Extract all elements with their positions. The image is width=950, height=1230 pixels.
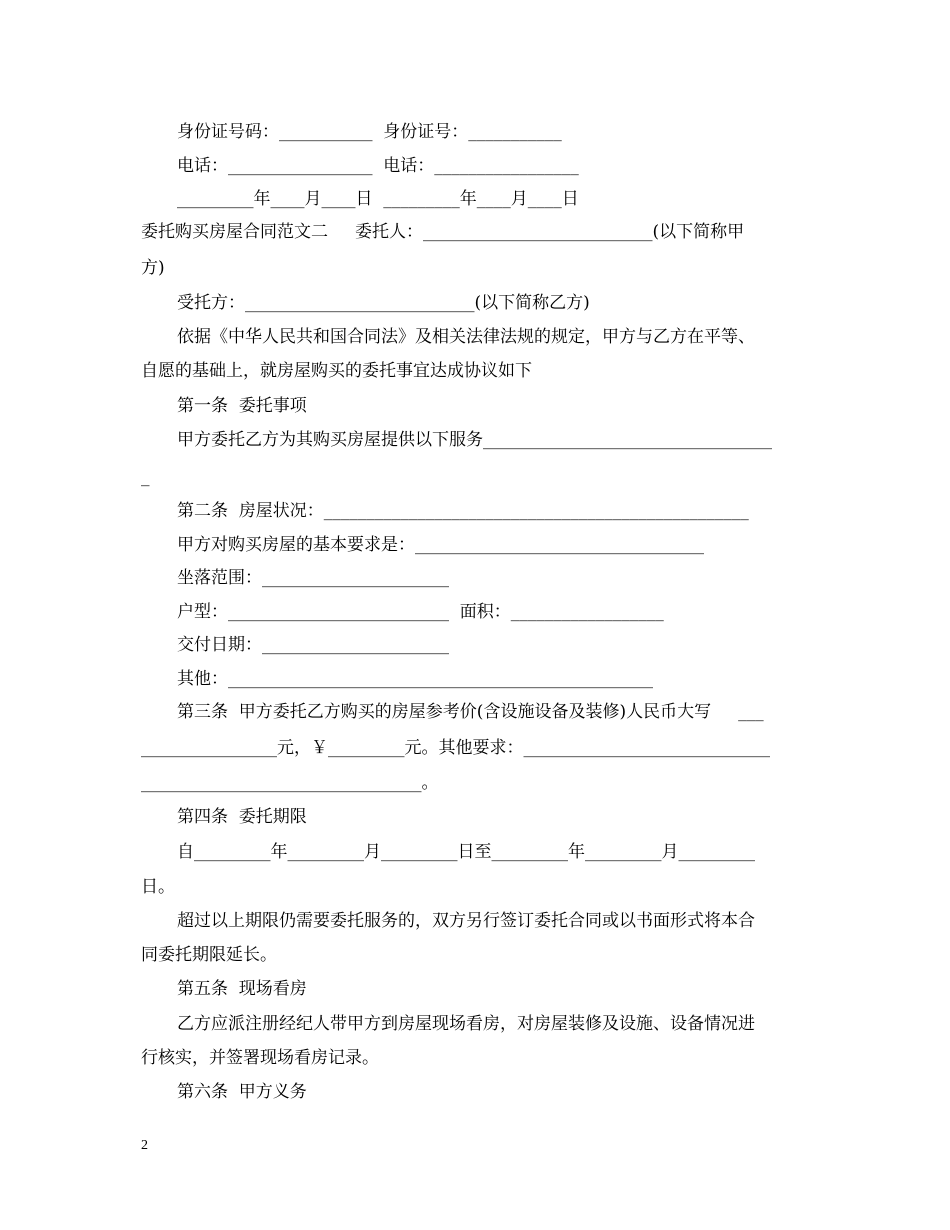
viewing-line-1: 乙方应派注册经纪人带甲方到房屋现场看房，对房屋装修及设施、设备情况进 [177, 1014, 755, 1034]
extension-line-2: 同委托期限延长。 [141, 945, 277, 965]
article-6-heading: 第六条 甲方义务 [177, 1082, 307, 1102]
trustee-line: 受托方：___________________________(以下简称乙方) [177, 293, 590, 313]
basic-requirements-line: 甲方对购买房屋的基本要求是：__________________________________ [177, 535, 704, 555]
preamble-line-2: 自愿的基础上，就房屋购买的委托事宜达成协议如下 [141, 361, 532, 381]
extension-line-1: 超过以上期限仍需要委托服务的，双方另行签订委托合同或以书面形式将本合 [177, 911, 755, 931]
article-3-text: 第三条 甲方委托乙方购买的房屋参考价(含设施设备及装修)人民币大写 ___ [177, 702, 764, 722]
article-1-text: 甲方委托乙方为其购买房屋提供以下服务__________________________________ [177, 430, 772, 450]
viewing-line-2: 行核实，并签署现场看房记录。 [141, 1048, 379, 1068]
article-1-text-cont: _ [141, 467, 150, 487]
other-line: 其他：__________________________________________________ [177, 669, 653, 689]
term-line-cont: 日。 [141, 877, 175, 897]
id-number-line: 身份证号码：___________ 身份证号：___________ [177, 122, 562, 142]
term-line: 自_________年_________月_________日至_________年_________月_________ [177, 842, 755, 862]
article-5-heading: 第五条 现场看房 [177, 979, 307, 999]
date-line: _________年____月____日 _________年____月____日 [177, 189, 579, 209]
article-1-heading: 第一条 委托事项 [177, 396, 307, 416]
article-3-price-line: ________________元，￥_________元。其他要求：_____________________________ [141, 738, 770, 758]
contract-title-line: 委托购买房屋合同范文二 委托人：___________________________(以下简称甲 [141, 222, 745, 242]
location-line: 坐落范围：______________________ [177, 568, 449, 588]
preamble-line-1: 依据《中华人民共和国合同法》及相关法律法规的规定，甲方与乙方在平等、 [177, 327, 755, 347]
article-3-cont: _________________________________。 [141, 773, 439, 793]
page-number: 2 [141, 1138, 148, 1153]
delivery-date-line: 交付日期：______________________ [177, 635, 449, 655]
article-4-heading: 第四条 委托期限 [177, 807, 307, 827]
phone-line: 电话：_________________ 电话：_________________ [177, 156, 579, 176]
article-2-heading: 第二条 房屋状况：__________________________________________________ [177, 501, 749, 521]
layout-area-line: 户型：__________________________ 面积：__________________ [177, 602, 664, 622]
contract-title-cont: 方) [141, 258, 165, 278]
